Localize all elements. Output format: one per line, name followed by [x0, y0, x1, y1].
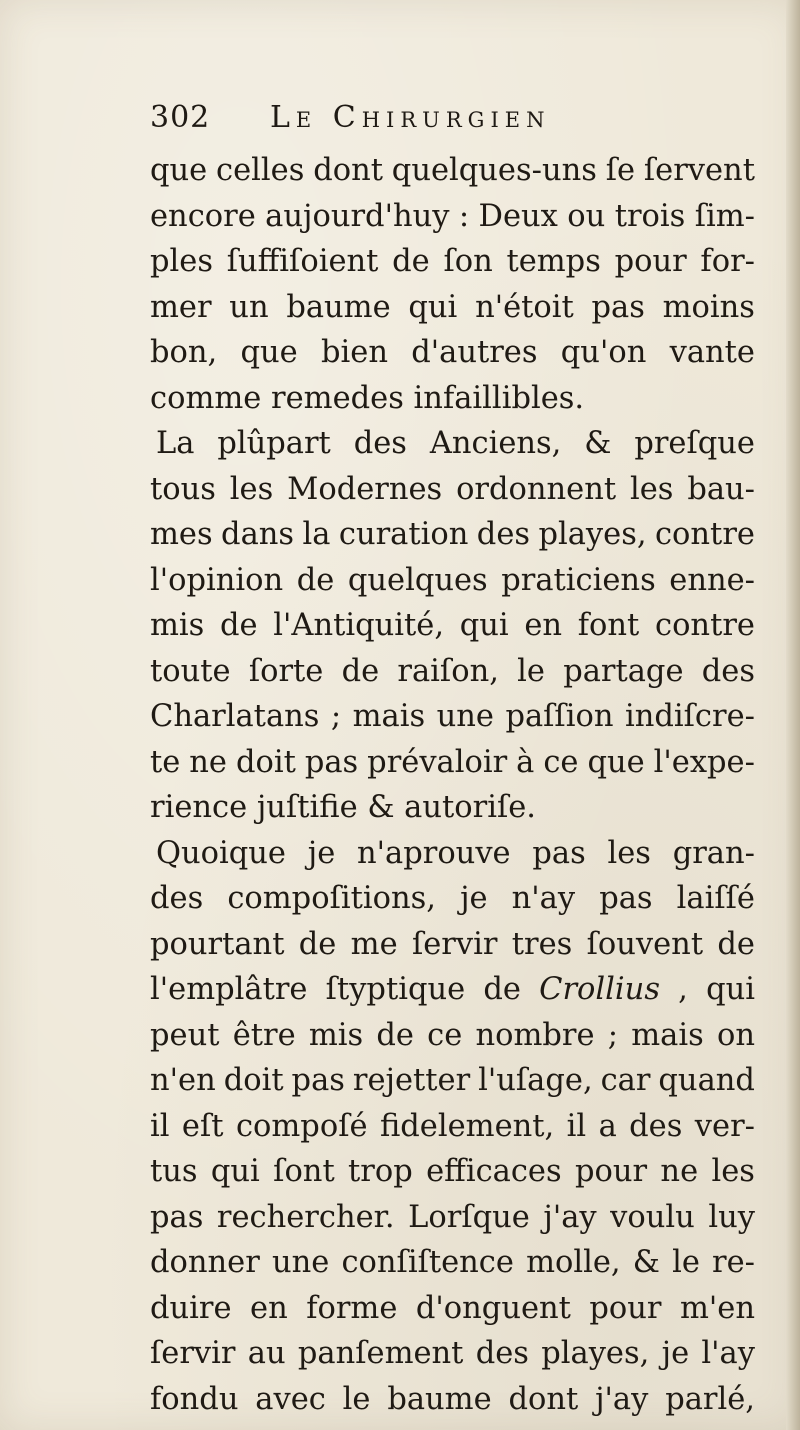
paragraph-2 [150, 421, 755, 831]
running-title: Le Chirurgien [270, 100, 551, 135]
text-line: La plûpart des Anciens, & preſque [156, 426, 755, 461]
text-line: tous les Modernes ordonnent les bau- [150, 471, 755, 507]
text-line: te ne doit pas prévaloir à ce que l'expe- [150, 744, 755, 780]
paragraph-3 [150, 831, 755, 1423]
text-line: mes dans la curation des playes, contre [150, 517, 755, 552]
text-line: fondu avec le baume dont j'ay parlé, [150, 1381, 755, 1417]
text-block [150, 100, 755, 1422]
text-line: Charlatans ; mais une paſſion indiſcre- [150, 699, 755, 734]
text-line: mis de l'Antiquité, qui en font contre [150, 608, 755, 643]
page-number: 302 [150, 100, 211, 135]
text-line: tus qui ſont trop efficaces pour ne les [150, 1154, 755, 1189]
text-line: ſervir au panſement des playes, je l'ay [150, 1336, 755, 1371]
text-line: que celles dont quelques-uns ſe ſervent [150, 153, 755, 188]
text-line: bon, que bien d'autres qu'on vante [150, 335, 755, 370]
text-line: n'en doit pas rejetter l'uſage, car quand [150, 1063, 755, 1098]
text-line: donner une conſiſtence molle, & le re- [150, 1245, 755, 1280]
page-edge [786, 0, 800, 1430]
text-line: peut être mis de ce nombre ; mais on [150, 1017, 755, 1053]
text-line: pourtant de me ſervir tres ſouvent de [150, 926, 755, 962]
running-head [150, 100, 755, 148]
text-line: comme remedes infaillibles. [150, 380, 585, 416]
text-line: il eſt compoſé fidelement, il a des ver- [150, 1108, 755, 1144]
paragraph-1 [150, 148, 755, 421]
text-line: rience juſtifie & autoriſe. [150, 790, 537, 825]
text-line: l'emplâtre ſtyptique de Crollius , qui [150, 972, 755, 1007]
text-line: Quoique je n'aprouve pas les gran- [156, 835, 755, 871]
text-line: des compoſitions, je n'ay pas laiſſé [150, 881, 755, 916]
text-line: ples ſuffiſoient de ſon temps pour for- [150, 244, 755, 279]
text-line: duire en forme d'onguent pour m'en [150, 1290, 755, 1326]
text-line: l'opinion de quelques praticiens enne- [150, 562, 755, 598]
text-line: mer un baume qui n'étoit pas moins [150, 289, 755, 325]
text-line: encore aujourd'huy : Deux ou trois ſim- [150, 198, 755, 234]
text-line: pas rechercher. Lorſque j'ay voulu luy [150, 1199, 755, 1235]
text-line: toute ſorte de raiſon, le partage des [150, 653, 755, 689]
